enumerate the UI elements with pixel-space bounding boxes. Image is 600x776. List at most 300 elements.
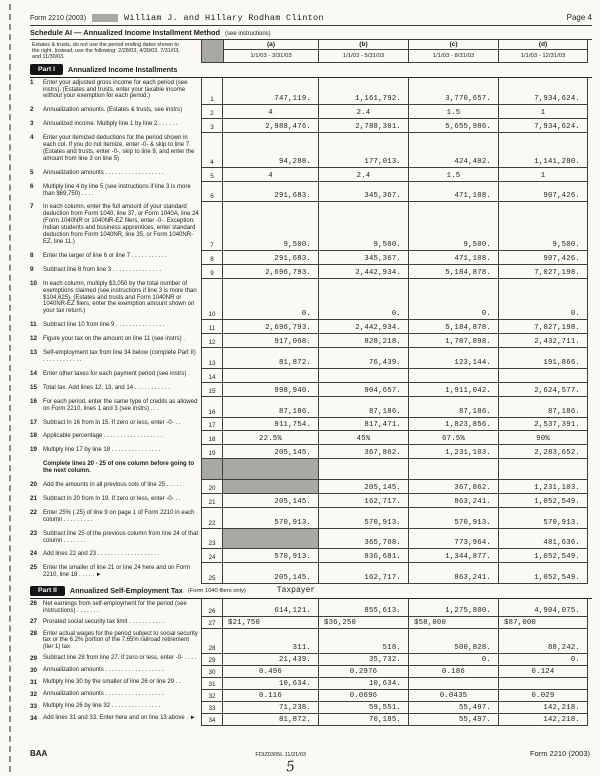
line-margin-number: 3 [30,120,34,128]
amount-cell-a: 0.496 [223,666,318,678]
line-text: Annualized income. Multiply line 1 by line 2 . . . . . . [43,121,178,128]
line-number-box: 16 [201,397,223,418]
amount-cell-b: 0. [318,279,408,321]
form-row-line-20 [30,480,592,494]
amount-cell-b: 9,500. [318,202,408,250]
form-row-line-33 [30,702,592,714]
amount-cell-a: 205,145. [223,445,318,459]
line-description [30,133,201,168]
form-row-line-27 [30,617,592,629]
line-number-box: 32 [201,690,223,702]
line-number-box: 29 [201,654,223,666]
amount-cell-b: 817,471. [318,418,408,432]
amount-cell-b: 904,657. [318,383,408,397]
line-description [30,599,201,617]
line-number-box: 8 [201,251,223,265]
line-text: For each period, enter the same type of credits as allowed on Form 2210, lines 1 and 3 (see instrs) . . . [43,398,198,412]
line-margin-number: 30 [30,666,38,674]
amount-cell-c: 9,500. [408,202,498,250]
line-margin-number: 8 [30,251,34,259]
amount-cell-c: 1,344,877. [408,549,498,563]
line-text: Prorated social security tax limit . . . . . . . . . . . [43,618,165,625]
line-number-box: 20 [201,480,223,494]
amount-cell-a: 2,696,793. [223,265,318,279]
form-row-line-15 [30,383,592,397]
amount-cell-a: 10,634. [223,678,318,690]
amount-cell-a: 911,754. [223,418,318,432]
line-number-box: 27 [201,617,223,629]
amount-cell-b: 76,439. [318,348,408,369]
amount-cell-d: 7,027,198. [498,320,588,334]
form-row-line-14 [30,369,592,383]
line-number-box: 25 [201,563,223,584]
amount-cell-c: 500,828. [408,629,498,654]
form-print-code: FDIZ0305L 11/21/03 [255,752,307,758]
form-row-line-17 [30,418,592,432]
line-text: Subtract line 25 of the previous column from line 24 of that column . . . . . . . [43,530,199,544]
part1-title: Annualized Income Installments [68,64,178,74]
line-description [30,431,201,445]
form-row-line-32 [30,690,592,702]
amount-cell-a: 998,940. [223,383,318,397]
amount-cell-d: 1,231,103. [498,480,588,494]
line-description [30,549,201,563]
amount-cell-b: 2,788,301. [318,119,408,133]
line-description [30,714,201,726]
amount-cell-d: 7,934,624. [498,78,588,106]
amount-cell-a: 9,500. [223,202,318,250]
amount-cell-c: $58,000 [408,617,498,629]
line-number-box: 28 [201,629,223,654]
amount-cell-d [498,678,588,690]
amount-cell-c: 55,497. [408,702,498,714]
line-description [30,251,201,265]
amount-cell-c: 1,275,800. [408,599,498,617]
line-description [30,418,201,432]
form-row-line-13 [30,348,592,369]
line-margin-number: 1 [30,78,34,86]
form-row-line-18 [30,431,592,445]
line-text: Enter 25% (.25) of line 9 on page 1 of Form 2210 in each column . . . . . . . . . [43,509,195,523]
page-number: Page 4 [566,13,592,22]
line-margin-number: 2 [30,106,34,114]
amount-cell-c: 773,964. [408,529,498,550]
shaded-linebox-header [201,40,223,63]
line-margin-number: 22 [30,508,38,516]
amount-cell-d: 2,283,652. [498,445,588,459]
line-description [30,654,201,666]
amount-cell-d: 0.124 [498,666,588,678]
line-margin-number: 26 [30,600,38,608]
line-number-box: 26 [201,599,223,617]
amount-cell-b: 518. [318,629,408,654]
line-number-box: 17 [201,418,223,432]
line-number-box: 1 [201,78,223,106]
form-row-line-3 [30,119,592,133]
form-row-line-25 [30,563,592,584]
line-description [30,563,201,584]
amount-cell-a: 614,121. [223,599,318,617]
line-margin-number: 29 [30,654,38,662]
line-text: Enter your itemized deductions for the period shown in each col. If you do not itemize, enter -0- & skip to line 7. (Estates and trusts, enter -0-, skip to line 9, and enter the amount from line 3 on line 5) [43,135,195,162]
column-date-range: 1/1/03 - 8/31/03 [432,53,475,59]
amount-cell-c: 123,144. [408,348,498,369]
line-margin-number: 13 [30,349,38,357]
amount-cell-b: 10,634. [318,678,408,690]
line-margin-number: 10 [30,279,38,287]
line-text: Subtract ln 20 from ln 19. If zero or less, enter -0- . . [43,495,181,502]
amount-cell-a: 4 [223,105,318,119]
amount-cell-c: 1,231,103. [408,445,498,459]
amount-cell-c: 471,108. [408,251,498,265]
column-letter: (a) [224,40,318,50]
line-number-box: 3 [201,119,223,133]
form-row-line-29 [30,654,592,666]
line-text: Add the amounts in all previous cols of line 25 . . . . . [43,482,182,489]
line-number-box: 13 [201,348,223,369]
amount-cell-c: 471,108. [408,182,498,203]
line-description [30,348,201,369]
amount-cell-d: 1,052,549. [498,563,588,584]
amount-cell-a: 81,872. [223,714,318,726]
amount-cell-b: 828,218. [318,334,408,348]
form-note-row [30,459,592,480]
line-text: Total tax. Add lines 12, 13, and 14 . . . . . . . . . . . [43,384,170,391]
line-text: In each column, enter the full amount of your standard deduction from Form 1040, line 37, or Form 1040A, line 24 (Form 1040NR or 1040NR-EZ filers, enter -0-. Exception: Indian students and business apprentices, enter standard deduction from Form 1040NR, line 35, or Form 1040NR-EZ, line 11.) [43,204,199,246]
form-row-line-1 [30,78,592,106]
line-description [30,369,201,383]
line-text: Subtract ln 16 from ln 15. If zero or less, enter -0- . . [43,419,181,426]
line-margin-number: 5 [30,168,34,176]
amount-cell-c: 1,787,898. [408,334,498,348]
amount-cell-c: 367,862. [408,480,498,494]
amount-cell-d: 7,027,198. [498,265,588,279]
line-number-box: 30 [201,666,223,678]
line-number-box: 31 [201,678,223,690]
line-description [30,445,201,459]
form-row-line-5 [30,168,592,182]
amount-cell-c: 1,911,042. [408,383,498,397]
line-margin-number: 9 [30,265,34,273]
column-header-c [408,40,498,63]
amount-cell-a: 291,683. [223,182,318,203]
amount-cell-a: 2,696,793. [223,320,318,334]
amount-cell-d: 2,624,577. [498,383,588,397]
line-description [30,666,201,678]
amount-cell-a [223,459,318,480]
amount-cell-b: 936,681. [318,549,408,563]
part2-header-bar [30,584,592,599]
amount-cell-a: 4 [223,168,318,182]
amount-cell-a: 205,145. [223,563,318,584]
amount-cell-a: 747,119. [223,78,318,106]
line-number-box: 22 [201,508,223,529]
amount-cell-c [408,678,498,690]
amount-cell-d: 9,500. [498,202,588,250]
form-row-line-26 [30,599,592,617]
form-row-line-12 [30,334,592,348]
line-margin-number: 33 [30,702,38,710]
amount-cell-b: 59,551. [318,702,408,714]
taxpayer-label: Taxpayer [276,586,316,596]
handwritten-page-mark: 5 [285,758,296,776]
line-text: Enter other taxes for each payment period (see instrs) . [43,370,190,377]
line-description [30,678,201,690]
amount-cell-d: 2,432,711. [498,334,588,348]
column-date-range: 1/1/03 - 12/31/03 [520,53,566,59]
line-margin-number: 25 [30,564,38,572]
amount-cell-d [498,459,588,480]
amount-cell-b: 367,862. [318,445,408,459]
line-margin-number: 21 [30,494,38,502]
amount-cell-c: 424,402. [408,133,498,168]
footer-form-number: Form 2210 (2003) [529,749,590,758]
line-text: Applicable percentage . . . . . . . . . . . . . . . . . . [43,433,163,440]
line-number-box: 11 [201,320,223,334]
amount-cell-d: 2,537,391. [498,418,588,432]
line-description [30,105,201,119]
amount-cell-c: 55,497. [408,714,498,726]
line-text: Enter your adjusted gross income for each period (see instrs). (Estates and trusts, enter your taxable income without your exemption for each period.) [43,79,188,100]
line-text: Enter the smaller of line 21 or line 24 here and on Form 2210, line 18 . . . . . ► [43,565,191,579]
part2-table [30,599,592,726]
line-number-box: 23 [201,529,223,550]
amount-cell-d: 0. [498,279,588,321]
form-row-line-6 [30,182,592,203]
column-letter: (b) [319,40,408,50]
line-number-box: 6 [201,182,223,203]
part2-subtitle: (Form 1040 filers only) [187,587,246,594]
amount-cell-c [408,459,498,480]
line-margin-number: 34 [30,714,38,722]
column-header-a [223,40,318,63]
line-margin-number: 32 [30,690,38,698]
amount-cell-a: 917,068. [223,334,318,348]
line-text: Figure your tax on the amount on line 11 (see instrs) . [43,336,185,343]
amount-cell-a: 291,683. [223,251,318,265]
form-row-line-9 [30,265,592,279]
line-description [30,617,201,629]
line-number-box: 4 [201,133,223,168]
line-margin-number: 19 [30,446,38,454]
line-number-box: 34 [201,714,223,726]
amount-cell-a: 570,913. [223,549,318,563]
line-description [30,529,201,550]
line-text: Multiply line 26 by line 32 . . . . . . . . . . . . . . . [43,703,161,710]
column-header-d [498,40,588,63]
amount-cell-b: 855,613. [318,599,408,617]
amount-cell-b: 345,367. [318,251,408,265]
line-description [30,690,201,702]
form-row-line-8 [30,251,592,265]
line-number-box: 19 [201,445,223,459]
line-margin-number: 14 [30,369,38,377]
form-row-line-4 [30,133,592,168]
amount-cell-b: 87,186. [318,397,408,418]
form-row-line-19 [30,445,592,459]
form-row-line-7 [30,202,592,250]
line-margin-number: 4 [30,134,34,142]
amount-cell-a: 21,439. [223,654,318,666]
line-text: Subtract line 10 from line 9 . . . . . . . . . . . . . . . [43,322,165,329]
line-description [30,168,201,182]
line-text: Annualization amounts . . . . . . . . . . . . . . . . . . [43,691,164,698]
line-number-box: 12 [201,334,223,348]
amount-cell-a: 205,145. [223,494,318,508]
amount-cell-a: $21,750 [223,617,318,629]
amount-cell-c: 570,913. [408,508,498,529]
line-text: Annualization amounts . . . . . . . . . . . . . . . . . . [43,667,164,674]
amount-cell-d: 90% [498,431,588,445]
line-margin-number: 15 [30,383,38,391]
amount-cell-b: 0.0696 [318,690,408,702]
amount-cell-c: 5,655,986. [408,119,498,133]
line-margin-number: 27 [30,618,38,626]
amount-cell-a: 94,288. [223,133,318,168]
amount-cell-a [223,369,318,383]
amount-cell-a: 81,872. [223,348,318,369]
amount-cell-b: 2,442,934. [318,320,408,334]
amount-cell-b: 177,013. [318,133,408,168]
amount-cell-c: 87,186. [408,397,498,418]
line-text: Enter actual wages for the period subject to social security tax or the 6.2% portion of the 7.65% railroad retirement (tier 1) tax [43,630,198,651]
line-number-box: 21 [201,494,223,508]
amount-cell-d: 142,218. [498,702,588,714]
line-description [30,459,201,480]
part1-label: Part I [30,64,63,75]
amount-cell-a: 71,238. [223,702,318,714]
amount-cell-c: 863,241. [408,563,498,584]
line-description [30,508,201,529]
amount-cell-c: 1.5 [408,105,498,119]
estates-trusts-note: Estates & trusts, do not use the period ending dates shown to the right. Instead, use the following: 2/28/03, 4/30/03, 7/31/03, and 11/30/03. [32,42,180,61]
form-row-line-11 [30,320,592,334]
line-text: Annualization amounts . . . . . . . . . . . . . . . . . . [43,169,164,176]
form-row-line-24 [30,549,592,563]
line-text: Enter the larger of line 6 or line 7 . . . . . . . . . . . [43,252,167,259]
schedule-see-instructions: (see instructions) [225,31,271,37]
line-number-box: 2 [201,105,223,119]
amount-cell-d: 87,186. [498,397,588,418]
amount-cell-b: 570,913. [318,508,408,529]
column-date-range: 1/1/03 - 3/31/03 [250,53,292,59]
line-margin-number: 11 [30,321,37,329]
amount-cell-d: $87,000 [498,617,588,629]
column-header-b [318,40,408,63]
line-number-box: 24 [201,549,223,563]
form-row-line-30 [30,666,592,678]
amount-cell-d: 481,636. [498,529,588,550]
line-number-box: 10 [201,279,223,321]
line-margin-number: 12 [30,335,38,343]
amount-cell-a: 570,913. [223,508,318,529]
amount-cell-d: 1 [498,168,588,182]
line-description [30,279,201,321]
amount-cell-c: 1,823,856. [408,418,498,432]
line-number-box: 18 [201,431,223,445]
line-description [30,182,201,203]
column-date-range: 1/1/03 - 5/31/03 [342,53,385,59]
amount-cell-b: 0.2976 [318,666,408,678]
line-text: Multiply line 4 by line 5 (see instructions if line 3 is more than $69,750) . . . . [43,183,191,197]
line-number-box: 33 [201,702,223,714]
redaction-box [92,14,118,22]
line-margin-number: 17 [30,418,38,426]
amount-cell-a: 2,988,476. [223,119,318,133]
line-text: Annualization amounts. (Estates & trusts, see instrs) [43,107,183,114]
amount-cell-c: 5,184,878. [408,265,498,279]
line-margin-number: 20 [30,481,38,489]
line-margin-number: 23 [30,529,38,537]
part1-table [30,78,592,585]
amount-cell-d [498,369,588,383]
amount-cell-a: 87,186. [223,397,318,418]
amount-cell-b: 2.4 [318,168,408,182]
amount-cell-d: 0. [498,654,588,666]
amount-cell-b: 345,367. [318,182,408,203]
line-description [30,119,201,133]
left-perforation-line [9,4,11,772]
line-number-box: 7 [201,202,223,250]
amount-cell-d: 907,426. [498,182,588,203]
amount-cell-b: 2,442,934. [318,265,408,279]
amount-cell-c: 863,241. [408,494,498,508]
line-description [30,320,201,334]
line-margin-number: 16 [30,397,38,405]
part2-title: Annualized Self-Employment Tax [69,586,183,596]
amount-cell-d: 0.029 [498,690,588,702]
line-description [30,494,201,508]
amount-cell-c: 3,770,657. [408,78,498,106]
schedule-title: Schedule AI — Annualized Income Installment Method [30,28,220,37]
amount-cell-d: 570,913. [498,508,588,529]
line-text: Net earnings from self-employment for the period (see instructions) . . . . . . . [43,600,187,614]
form-row-line-34 [30,714,592,726]
amount-cell-a [223,529,318,550]
amount-cell-b: 2.4 [318,105,408,119]
line-text: Self-employment tax from line 34 below (complete Part II) . . . . . . . . . . . . [43,350,196,363]
line-description [30,397,201,418]
amount-cell-d: 4,904,075. [498,599,588,617]
amount-cell-d: 907,426. [498,251,588,265]
line-margin-number: 31 [30,678,38,686]
form-number: Form 2210 (2003) [30,15,87,22]
amount-cell-c: 5,184,878. [408,320,498,334]
amount-cell-a: 311. [223,629,318,654]
line-text: In each column, multiply $3,050 by the total number of exemptions claimed (see instructions if line 3 is more than $104,625). (Estates and trusts and Form 1040NR or 1040NR-EZ filers, enter the exemption amount shown on your tax return.) [43,280,197,315]
line-margin-number: 18 [30,432,38,440]
line-description [30,383,201,397]
amount-cell-c: 0.186 [408,666,498,678]
line-text: Add lines 31 and 33. Enter here and on line 13 above . ► [43,715,196,722]
line-description [30,629,201,654]
amount-cell-d: 1,052,549. [498,494,588,508]
amount-cell-d: 88,242. [498,629,588,654]
line-text: Multiply line 17 by line 18 . . . . . . . . . . . . . . . [43,447,161,454]
part1-header-bar [30,63,592,78]
taxpayer-names: William J. and Hillary Rodham Clinton [124,13,324,23]
amount-cell-c [408,369,498,383]
amount-cell-d: 191,866. [498,348,588,369]
form-row-line-22 [30,508,592,529]
amount-cell-b [318,459,408,480]
amount-cell-d: 1 [498,105,588,119]
line-number-box: 5 [201,168,223,182]
amount-cell-a: 22.5% [223,431,318,445]
amount-cell-a [223,480,318,494]
line-number-box: 9 [201,265,223,279]
amount-cell-b: 365,768. [318,529,408,550]
